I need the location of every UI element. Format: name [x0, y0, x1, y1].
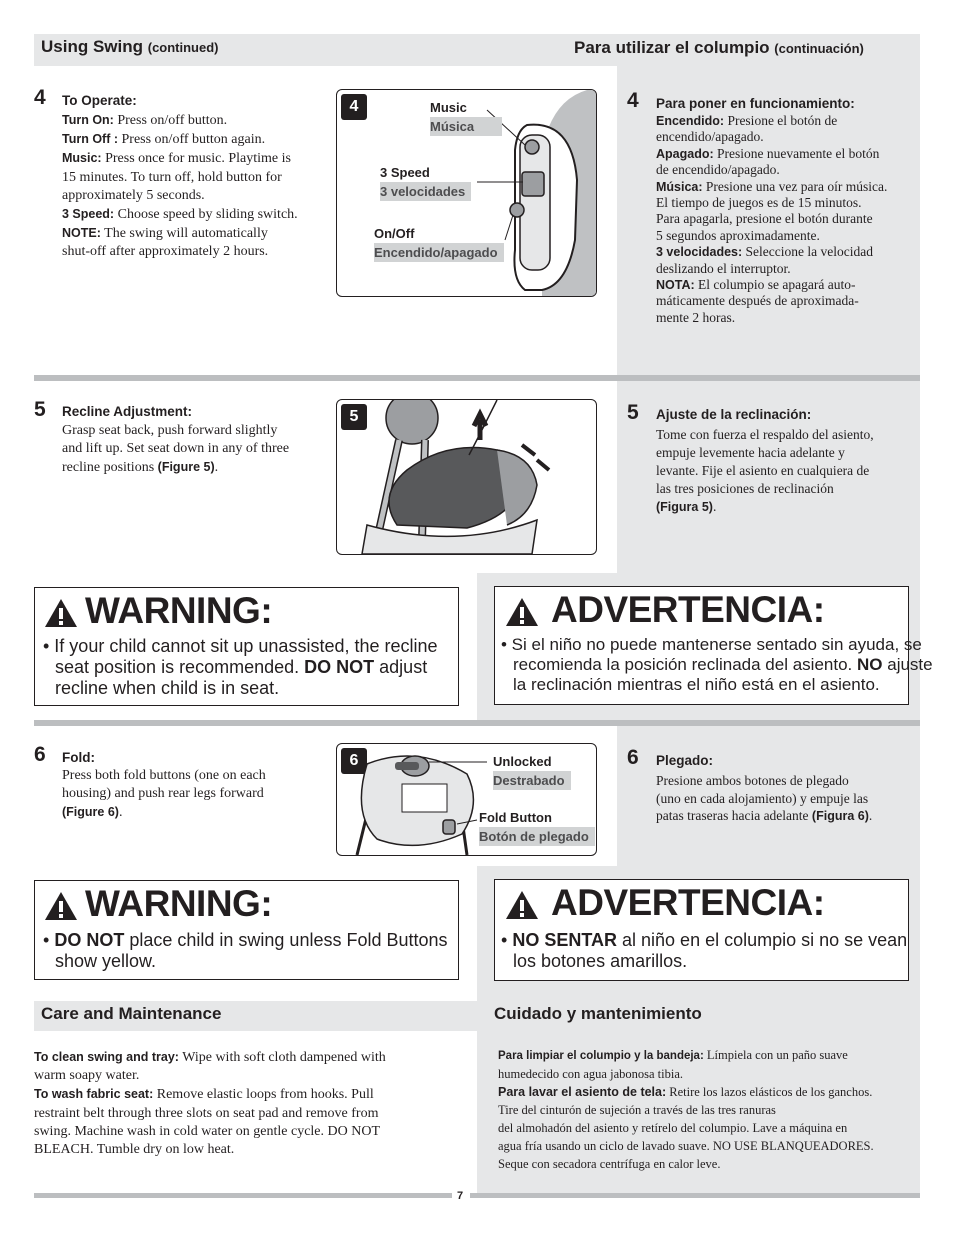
figure-badge: 4: [341, 94, 367, 120]
step-number: 5: [627, 401, 639, 424]
figure-4: [336, 89, 597, 297]
care-title-en: Care and Maintenance: [41, 1004, 222, 1023]
step-number: 6: [627, 746, 639, 769]
warning-triangle-icon: [43, 890, 79, 922]
warning-triangle-icon: [504, 596, 540, 628]
figure-badge: 5: [341, 404, 367, 430]
warning-text: • If your child cannot sit up unassisted, the recline seat position is recommended. DO NOT adjust recline when child is in seat.: [43, 636, 438, 698]
warning-title: ADVERTENCIA:: [551, 882, 825, 923]
step-title: Fold:: [62, 750, 95, 765]
section-title-es: Para utilizar el columpio (continuación): [574, 38, 864, 57]
step-title: To Operate:: [62, 93, 137, 108]
step-number: 6: [34, 743, 46, 766]
warning-box-en: [34, 880, 459, 980]
step-title: Ajuste de la reclinación:: [656, 407, 812, 422]
music-callout: Music Música: [430, 98, 502, 136]
step-number: 4: [627, 89, 639, 112]
step6-en-text: Press both fold buttons (one on each housing) and push rear legs forward (Figure 6).: [62, 768, 266, 821]
warning-text: • Si el niño no puede mantenerse sentado sin ayuda, se recomienda la posición reclinada del asiento. NO ajuste la reclinación mientras el niño está en el asiento.: [501, 635, 933, 694]
warning-triangle-icon: [504, 889, 540, 921]
page-number: 7: [457, 1190, 464, 1202]
warning-title: WARNING:: [85, 883, 273, 924]
warning-title: ADVERTENCIA:: [551, 589, 825, 630]
recline-illustration: [337, 400, 596, 554]
step-number: 4: [34, 86, 46, 109]
warning-box-es: [494, 879, 909, 981]
fold-button-callout: Fold Button Botón de plegado: [479, 808, 595, 846]
figure-5: [336, 399, 597, 555]
step4-en-text: Turn On: Press on/off button. Turn Off : Press on/off button again. Music: Press once for music. Playtime is 15 minutes. To turn off, hold button for approximately 5 seconds. 3 Speed: Choose speed by sliding switch. NOTE: The swing will automatically shut-off after approximately 2 hours.: [62, 113, 298, 260]
footer-rule: [470, 1193, 920, 1198]
figure-badge: 6: [341, 748, 367, 774]
step6-es-text: Presione ambos botones de plegado (uno en cada alojamiento) y empuje las patas traseras hacia adelante (Figura 6).: [656, 773, 873, 823]
figure-6: [336, 743, 597, 856]
step5-en-text: Grasp seat back, push forward slightly and lift up. Set seat down in any of three recline positions (Figure 5).: [62, 423, 290, 476]
speed-callout: 3 Speed 3 velocidades: [380, 163, 471, 201]
warning-box-es: [494, 586, 933, 705]
section-title-en: Using Swing (continued): [41, 37, 219, 56]
step4-es-text: Encendido: Presione el botón de encendido/apagado. Apagado: Presione nuevamente el botón de encendido/apagado. Música: Presione una vez para oír música. El tiempo de juegos es de 15 minutos. Para apagarla, presione el botón durante 5 segundos aproximadamente. 3 velocidades: Seleccione la velocidad deslizando el interruptor. NOTA: El columpio se apagará auto- máticamente después de aproximada- mente 2 horas.: [656, 113, 888, 325]
step5-es-text: Tome con fuerza el respaldo del asiento, empuje levemente hacia adelante y levante. Fije el asiento en cualquiera de las tres posiciones de reclinación (Figura 5).: [656, 427, 874, 514]
step-title: Para poner en funcionamiento:: [656, 96, 855, 111]
divider-rule: [34, 720, 920, 726]
warning-title: WARNING:: [85, 590, 273, 631]
care-title-es: Cuidado y mantenimiento: [494, 1004, 702, 1023]
step-title: Recline Adjustment:: [62, 404, 193, 419]
step-number: 5: [34, 398, 46, 421]
warning-box-en: [34, 587, 459, 706]
onoff-callout: On/Off Encendido/apagado: [374, 224, 504, 262]
unlocked-callout: Unlocked Destrabado: [493, 752, 571, 790]
warning-triangle-icon: [43, 597, 79, 629]
divider-rule: [34, 375, 920, 381]
warning-text: • NO SENTAR al niño en el columpio si no se vean los botones amarillos.: [501, 930, 908, 971]
warning-text: • DO NOT place child in swing unless Fold Buttons show yellow.: [43, 930, 448, 971]
step-title: Plegado:: [656, 753, 714, 768]
care-text-en: To clean swing and tray: Wipe with soft cloth dampened with warm soapy water. To wash fabric seat: Remove elastic loops from hooks. Pull restraint belt through three slots on seat pad and remove from swing. Machine wash in cold water on gentle cycle. DO NOT BLEACH. Tumble dry on low heat.: [34, 1050, 386, 1158]
footer-rule: [34, 1193, 452, 1198]
care-text-es: Para limpiar el columpio y la bandeja: Límpiela con un paño suave humedecido con agua jabonosa tibia. Para lavar el asiento de tela: Retire los lazos elásticos de los ganchos. Tire del cinturón de sujeción a través de las tres ranuras del almohadón del asiento y retírelo del columpio. Lave a máquina en agua fría usando un ciclo de lavado suave. NO USE BLANQUEADORES. Seque con secadora centrífuga en calor leve.: [498, 1048, 874, 1171]
